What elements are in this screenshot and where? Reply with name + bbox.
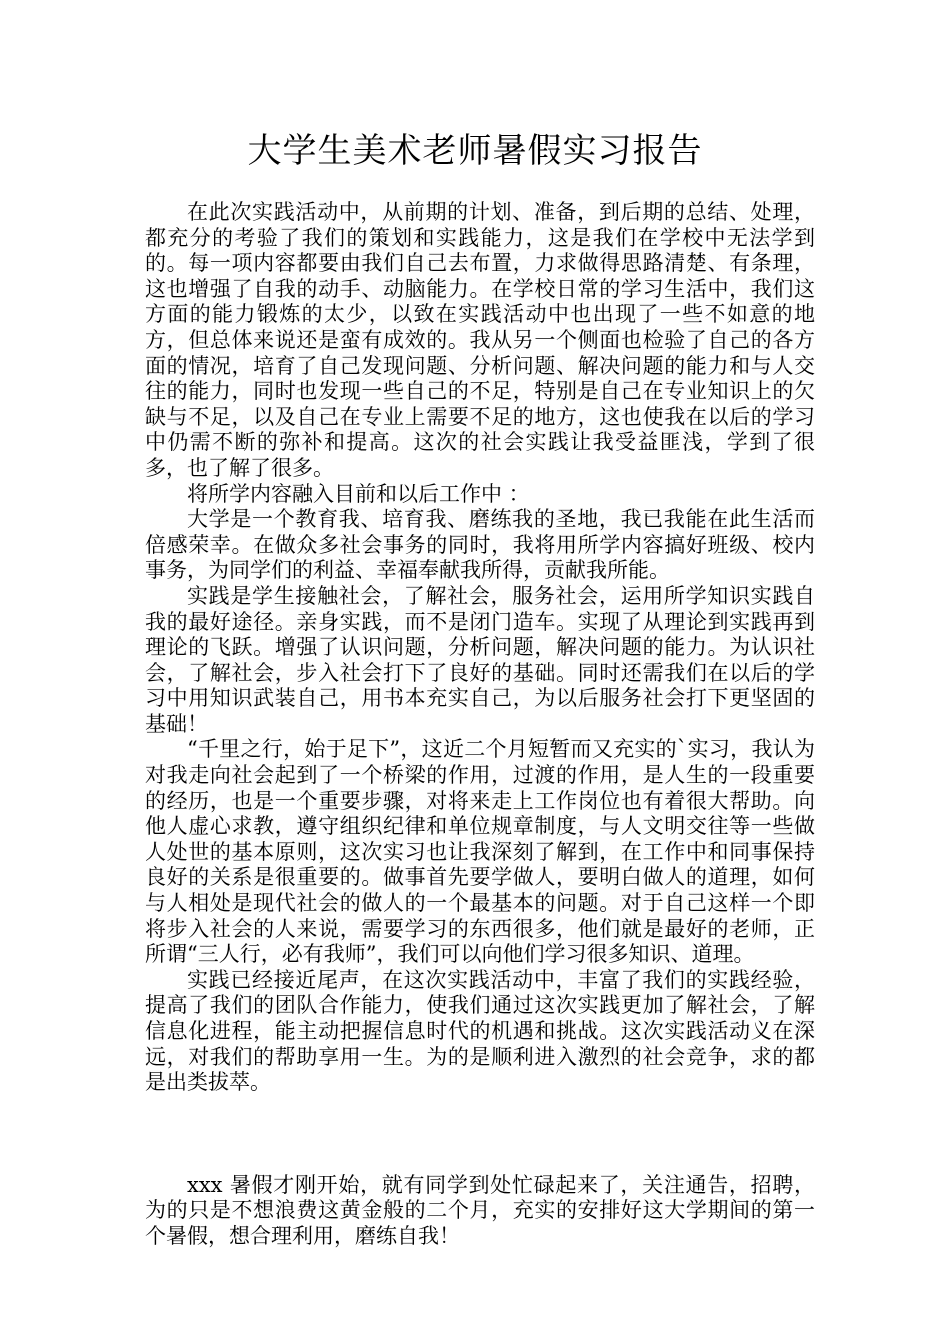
document-body (145, 200, 815, 1250)
document-title: 大学生美术老师暑假实习报告 (247, 131, 703, 171)
paragraph-3: 大学是一个教育我、培育我、磨练我的圣地，我已我能在此生活而倍感荣幸。在做众多社会事务的同时，我将用所学内容搞好班级、校内事务，为同学们的利益、幸福奉献我所得，贡献我所能。 (145, 507, 815, 583)
paragraph-2: 将所学内容融入目前和以后工作中 ： (187, 481, 530, 506)
paragraph-7: xxx 暑假才刚开始，就有同学到处忙碌起来了，关注通告，招聘，为的只是不想浪费这黄金般的二个月，充实的安排好这大学期间的第一个暑假，想合理利用，磨练自我！ (145, 1172, 815, 1248)
paragraph-1: 在此次实践活动中，从前期的计划、准备，到后期的总结、处理，都充分的考验了我们的策划和实践能力，这是我们在学校中无法学到的。每一项内容都要由我们自己去布置，力求做得思路清楚、有条理，这也增强了自我的动手、动脑能力。在学校日常的学习生活中，我们这方面的能力锻炼的太少，以致在实践活动中也出现了一些不如意的地方，但总体来说还是蛮有成效的。我从另一个侧面也检验了自己的各方面的情况，培育了自己发现问题、分析问题、解决问题的能力和与人交往的能力，同时也发现一些自己的不足，特别是自己在专业知识上的欠缺与不足，以及自己在专业上需要不足的地方，这也使我在以后的学习中仍需不断的弥补和提高。这次的社会实践让我受益匪浅，学到了很多，也了解了很多。 (145, 200, 815, 480)
paragraph-5: “千里之行，始于足下”，这近二个月短暂而又充实的`实习，我认为对我走向社会起到了一个桥梁的作用，过渡的作用，是人生的一段重要的经历，也是一个重要步骤，对将来走上工作岗位也有着很大帮助。向他人虚心求教，遵守组织纪律和单位规章制度，与人文明交往等一些做人处世的基本原则，这次实习也让我深刻了解到，在工作中和同事保持良好的关系是很重要的。做事首先要学做人，要明白做人的道理，如何与人相处是现代社会的做人的一个最基本的问题。对于自己这样一个即将步入社会的人来说，需要学习的东西很多，他们就是最好的老师，正所谓“三人行，必有我师”，我们可以向他们学习很多知识、道理。 (145, 737, 815, 967)
paragraph-4: 实践是学生接触社会，了解社会，服务社会，运用所学知识实践自我的最好途径。亲身实践，而不是闭门造车。实现了从理论到实践再到理论的飞跃。增强了认识问题，分析问题，解决问题的能力。为认识社会，了解社会，步入社会打下了良好的基础。同时还需我们在以后的学习中用知识武装自己，用书本充实自己，为以后服务社会打下更坚固的基础！ (145, 583, 815, 736)
paragraph-6: 实践已经接近尾声，在这次实践活动中，丰富了我们的实践经验，提高了我们的团队合作能力，使我们通过这次实践更加了解社会，了解信息化进程，能主动把握信息时代的机遇和挑战。这次实践活动义在深远，对我们的帮助享用一生。为的是顺利进入激烈的社会竞争，求的都是出类拔萃。 (145, 967, 815, 1095)
